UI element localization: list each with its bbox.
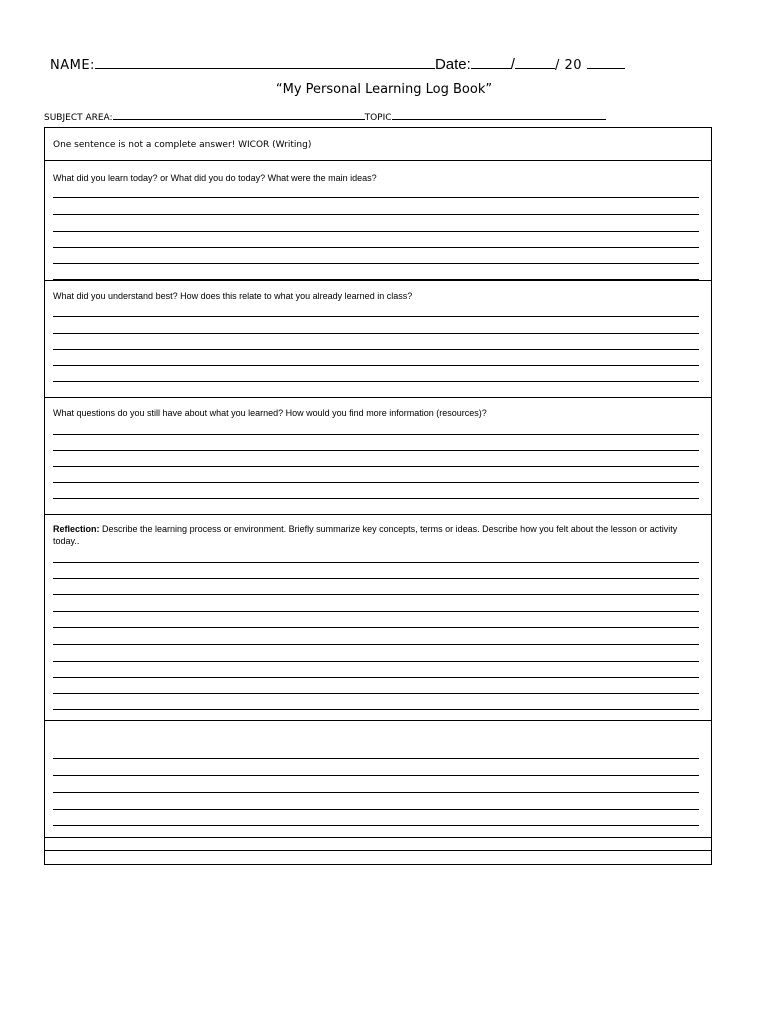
reflection-label: Reflection: (53, 524, 100, 534)
question-remaining: What questions do you still have about what you learned? How would you find more information (resources)? (53, 408, 487, 418)
writing-line[interactable] (53, 661, 699, 662)
question-understood: What did you understand best? How does this relate to what you already learned in class? (53, 291, 413, 301)
date-separator: / (510, 56, 515, 73)
writing-line[interactable] (53, 709, 699, 710)
writing-line[interactable] (53, 677, 699, 678)
writing-line[interactable] (53, 197, 699, 198)
date-year-field[interactable] (587, 54, 625, 69)
writing-line[interactable] (53, 316, 699, 317)
table-row-divider (45, 837, 711, 838)
table-row-divider (45, 850, 711, 851)
instruction-text: One sentence is not a complete answer! WICOR (Writing) (53, 140, 312, 150)
writing-line[interactable] (53, 333, 699, 334)
subject-area-field[interactable] (113, 111, 365, 120)
writing-line[interactable] (53, 263, 699, 264)
writing-line[interactable] (53, 627, 699, 628)
header-line (50, 54, 740, 78)
writing-line[interactable] (53, 466, 699, 467)
section-divider (45, 720, 711, 721)
subject-line (44, 111, 664, 123)
writing-line[interactable] (53, 809, 699, 810)
writing-line[interactable] (53, 792, 699, 793)
section-divider (45, 160, 711, 161)
writing-line[interactable] (53, 578, 699, 579)
writing-line[interactable] (53, 349, 699, 350)
date-year-prefix: / 20 (554, 58, 583, 73)
writing-line[interactable] (53, 775, 699, 776)
writing-line[interactable] (53, 594, 699, 595)
date-month-field[interactable] (471, 54, 511, 69)
writing-line[interactable] (53, 434, 699, 435)
subject-area-label: SUBJECT AREA: (44, 113, 113, 123)
section-divider (45, 280, 711, 281)
writing-line[interactable] (53, 644, 699, 645)
writing-line[interactable] (53, 758, 699, 759)
writing-line[interactable] (53, 825, 699, 826)
writing-line[interactable] (53, 450, 699, 451)
name-label: NAME: (50, 58, 95, 73)
section-divider (45, 397, 711, 398)
writing-line[interactable] (53, 498, 699, 499)
log-table (44, 127, 712, 865)
date-day-field[interactable] (515, 54, 555, 69)
writing-line[interactable] (53, 482, 699, 483)
writing-line[interactable] (53, 693, 699, 694)
page-title: “My Personal Learning Log Book” (275, 82, 493, 97)
topic-label: TOPIC (364, 113, 392, 123)
reflection-prompt (53, 523, 701, 547)
name-field[interactable] (95, 54, 435, 69)
section-divider (45, 514, 711, 515)
topic-field[interactable] (392, 111, 606, 120)
writing-line[interactable] (53, 611, 699, 612)
question-learned: What did you learn today? or What did you do today? What were the main ideas? (53, 173, 377, 183)
writing-line[interactable] (53, 365, 699, 366)
date-label: Date: (434, 56, 471, 73)
writing-line[interactable] (53, 247, 699, 248)
reflection-text: Describe the learning process or environment. Briefly summarize key concepts, terms or ideas. Describe how you felt about the lesson or activity today.. (53, 524, 678, 546)
writing-line[interactable] (53, 381, 699, 382)
writing-line[interactable] (53, 214, 699, 215)
writing-line[interactable] (53, 231, 699, 232)
writing-line[interactable] (53, 562, 699, 563)
